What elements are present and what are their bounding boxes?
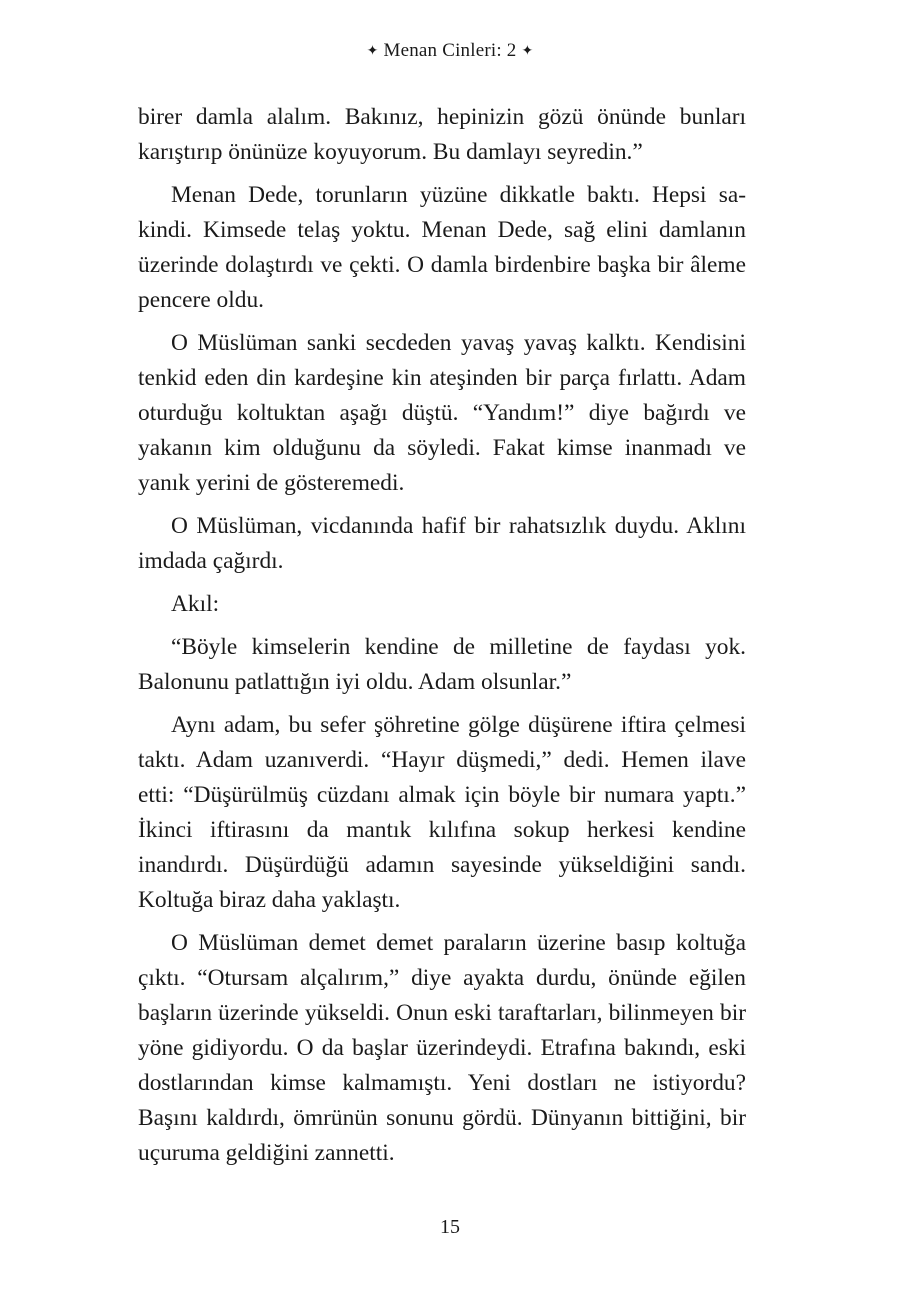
paragraph: birer damla alalım. Bakınız, hepinizin gözü önünde bunları karıştırıp önünüze koyuyorum. Bu damlayı seyredin.” (138, 104, 746, 165)
page-number: 15 (440, 1216, 460, 1238)
paragraph: Aynı adam, bu sefer şöhretine gölge düşürene iftira çelmesi taktı. Adam uzanıverdi. “Hayır düşmedi,” dedi. Hemen ilave etti: “Düşürülmüş cüzdanı almak için böyle bir numara yaptı.” İkinci iftirasını da mantık kılıfına sokup herkesi kendine inandırdı. Düşürdüğü adamın sayesinde yükseldiğini sandı. Koltuğa biraz daha yaklaştı. (138, 712, 746, 913)
paragraph: “Böyle kimselerin kendine de milletine de faydası yok. Balonunu patlattığın iyi oldu. Adam olsunlar.” (138, 634, 746, 695)
paragraph: O Müslüman, vicdanında hafif bir rahatsızlık duydu. Aklını imdada çağırdı. (138, 513, 746, 574)
running-header (0, 40, 900, 62)
paragraph: Menan Dede, torunların yüzüne dikkatle baktı. Hepsi sakindi. Kimsede telaş yoktu. Menan Dede, sağ elini damlanın üzerinde dolaştırdı ve çekti. O damla birdenbire başka bir âleme pencere oldu. (138, 182, 746, 313)
body-text (138, 100, 746, 1179)
paragraph: Akıl: (171, 591, 220, 617)
paragraph: O Müslüman sanki secdeden yavaş yavaş kalktı. Kendisini tenkid eden din kardeşine kin ateşinden bir parça fırlattı. Adam oturduğu koltuktan aşağı düştü. “Yandım!” diye bağırdı ve yakanın kim olduğunu da söyledi. Fakat kimse inanmadı ve yanık yerini de gösteremedi. (138, 330, 746, 496)
star-ornament-icon: ✦ (366, 43, 379, 59)
paragraph: O Müslüman demet demet paraların üzerine basıp koltuğa çıktı. “Otursam alçalırım,” diye ayakta durdu, önünde eğilen başların üzerinde yükseldi. Onun eski taraftarları, bilinmeyen bir yöne gidiyordu. O da başlar üzerindeydi. Etrafına bakındı, eski dostlarından kimse kalmamıştı. Yeni dostları ne istiyordu? Başını kaldırdı, ömrünün sonunu gördü. Dünyanın bittiğini, bir uçuruma geldiğini zannetti. (138, 930, 746, 1166)
star-ornament-icon: ✦ (521, 43, 534, 59)
book-title: Menan Cinleri: 2 (383, 40, 517, 61)
